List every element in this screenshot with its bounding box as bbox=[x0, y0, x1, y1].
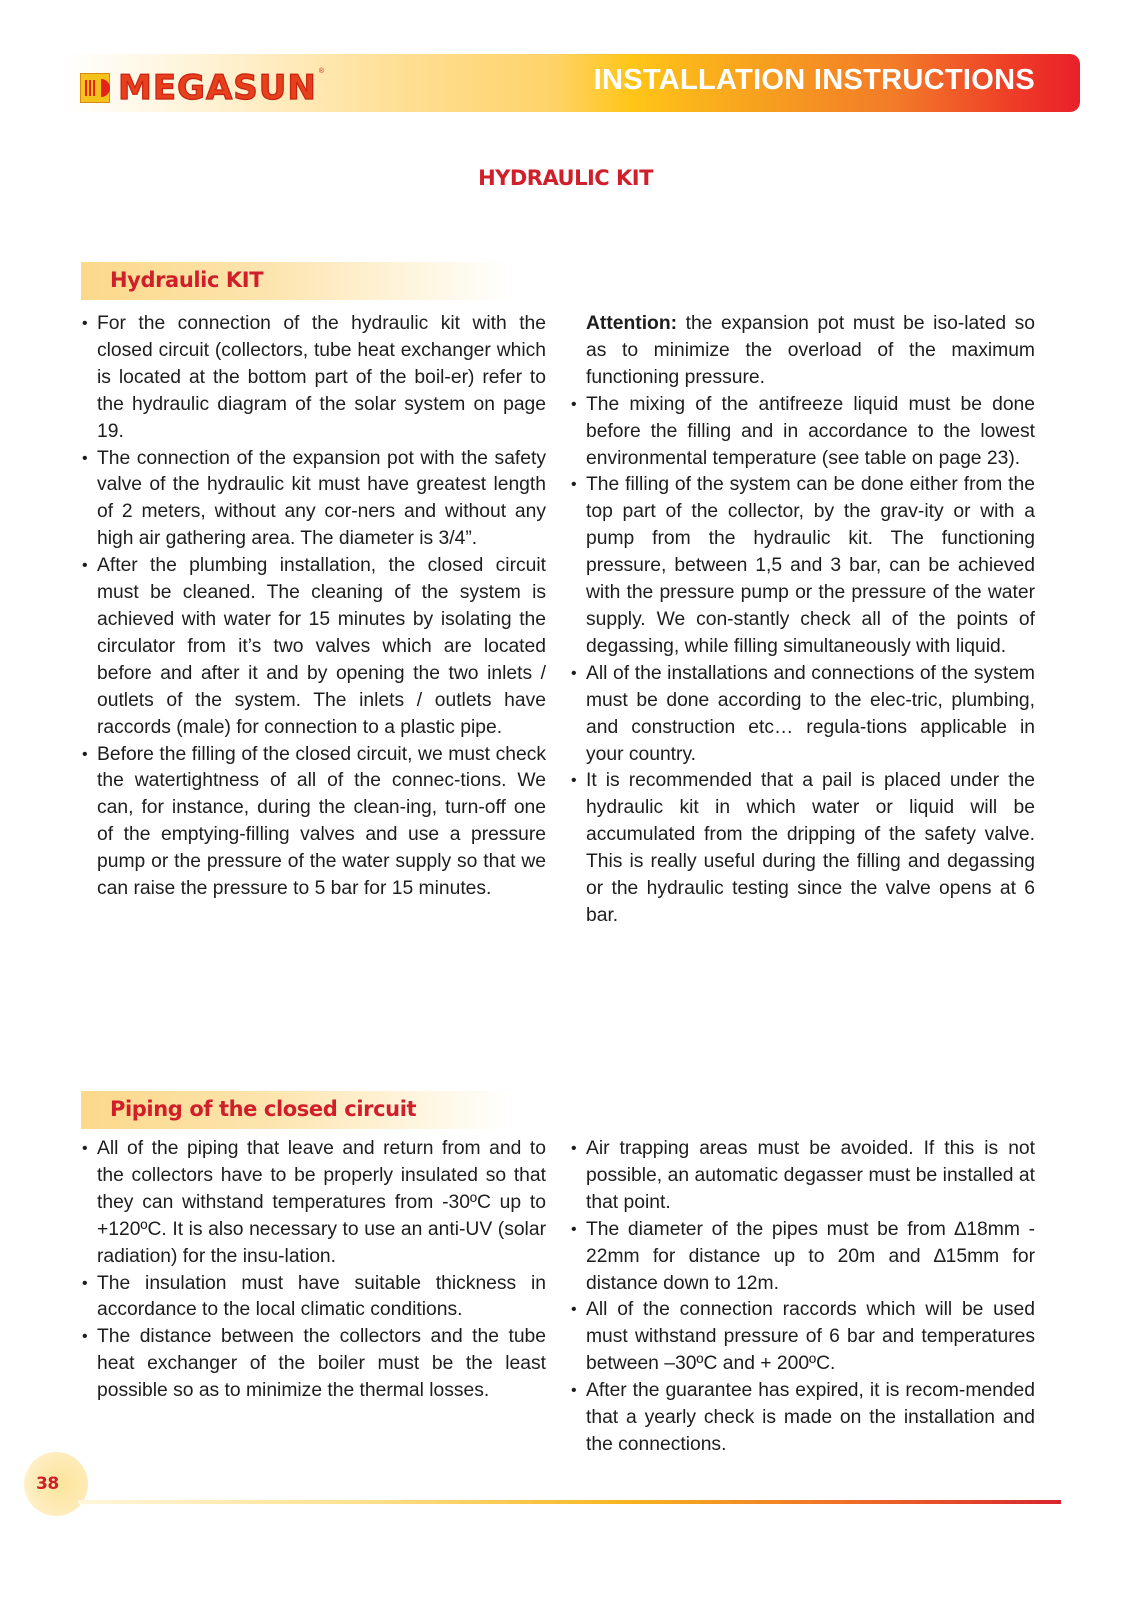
list-item: • All of the connection raccords which will be used must withstand pressure of 6 bar and temperatures between –30ºC and + 200ºC. bbox=[571, 1297, 1035, 1378]
attention-label: Attention: bbox=[586, 313, 678, 334]
list-item: • The diameter of the pipes must be from ∆18mm - 22mm for distance up to 20m and ∆15mm for distance down to 12m. bbox=[571, 1217, 1035, 1298]
hydraulic-kit-right-column bbox=[571, 311, 1035, 930]
list-item: • For the connection of the hydraulic kit with the closed circuit (collectors, tube heat exchanger which is located at the bottom part of the boil-er) refer to the hydraulic diagram of the solar system on page 19. bbox=[82, 311, 546, 446]
list-item: • Air trapping areas must be avoided. If this is not possible, an automatic degasser must be installed at that point. bbox=[571, 1136, 1035, 1217]
sun-logo-icon bbox=[80, 73, 110, 103]
piping-right-column bbox=[571, 1136, 1035, 1459]
page-title: HYDRAULIC KIT bbox=[478, 166, 653, 190]
list-item: • The insulation must have suitable thickness in accordance to the local climatic conditions. bbox=[82, 1271, 546, 1325]
list-item: • All of the piping that leave and return from and to the collectors have to be properly insulated so that they can withstand temperatures from -30ºC up to +120ºC. It is also necessary to use an anti-UV (solar radiation) for the insu-lation. bbox=[82, 1136, 546, 1271]
list-item: • Before the filling of the closed circuit, we must check the watertightness of all of the connec-tions. We can, for instance, during the clean-ing, turn-off one of the emptying-filling valves and use a pressure pump or the pressure of the water supply so that we can raise the pressure to 5 bar for 15 minutes. bbox=[82, 742, 546, 903]
list-item: • The mixing of the antifreeze liquid must be done before the filling and in accordance to the lowest environmental temperature (see table on page 23). bbox=[571, 392, 1035, 473]
list-item: • It is recommended that a pail is placed under the hydraulic kit in which water or liquid will be accumulated from the dripping of the safety valve. This is really useful during the filling and degassing or the hydraulic testing since the valve opens at 6 bar. bbox=[571, 768, 1035, 929]
list-item: • The filling of the system can be done either from the top part of the collector, by the grav-ity or with a pump from the hydraulic kit. The functioning pressure, between 1,5 and 3 bar, can be achieved with the pressure pump or the pressure of the water supply. We con-stantly check all of the points of degassing, while filling simultaneously with liquid. bbox=[571, 472, 1035, 660]
registered-mark: ® bbox=[318, 68, 325, 75]
brand-name: MEGASUN bbox=[118, 68, 317, 108]
list-item: • After the guarantee has expired, it is recom-mended that a yearly check is made on the installation and the connections. bbox=[571, 1378, 1035, 1459]
section-heading-text: Hydraulic KIT bbox=[110, 268, 264, 292]
hydraulic-kit-left-column bbox=[82, 311, 546, 903]
list-item: • The connection of the expansion pot with the safety valve of the hydraulic kit must have greatest length of 2 meters, without any cor-ners and without any high air gathering area. The diameter is 3/4”. bbox=[82, 446, 546, 554]
page-number: 38 bbox=[36, 1474, 59, 1494]
piping-left-column bbox=[82, 1136, 546, 1405]
list-item: • All of the installations and connections of the system must be done according to the elec-tric, plumbing, and construction etc… regula-tions applicable in your country. bbox=[571, 661, 1035, 769]
list-item: • After the plumbing installation, the closed circuit must be cleaned. The cleaning of the system is achieved with water for 15 minutes by isolating the circulator from it’s two valves which are located before and after it and by opening the two inlets / outlets of the system. The inlets / outlets have raccords (male) for connection to a plastic pipe. bbox=[82, 553, 546, 741]
brand-logo bbox=[80, 68, 324, 108]
list-item: • The distance between the collectors and the tube heat exchanger of the boiler must be the least possible so as to minimize the thermal losses. bbox=[82, 1324, 546, 1405]
section-heading-hydraulic-kit bbox=[81, 262, 511, 300]
footer-divider bbox=[78, 1500, 1061, 1504]
section-heading-piping bbox=[81, 1091, 511, 1129]
section-heading-text: Piping of the closed circuit bbox=[110, 1097, 417, 1121]
header-title: INSTALLATION INSTRUCTIONS bbox=[593, 64, 1035, 96]
attention-note bbox=[571, 311, 1035, 392]
attention-text: the expansion pot must be iso-lated so as to minimize the overload of the maximum functioning pressure. bbox=[586, 313, 1035, 388]
